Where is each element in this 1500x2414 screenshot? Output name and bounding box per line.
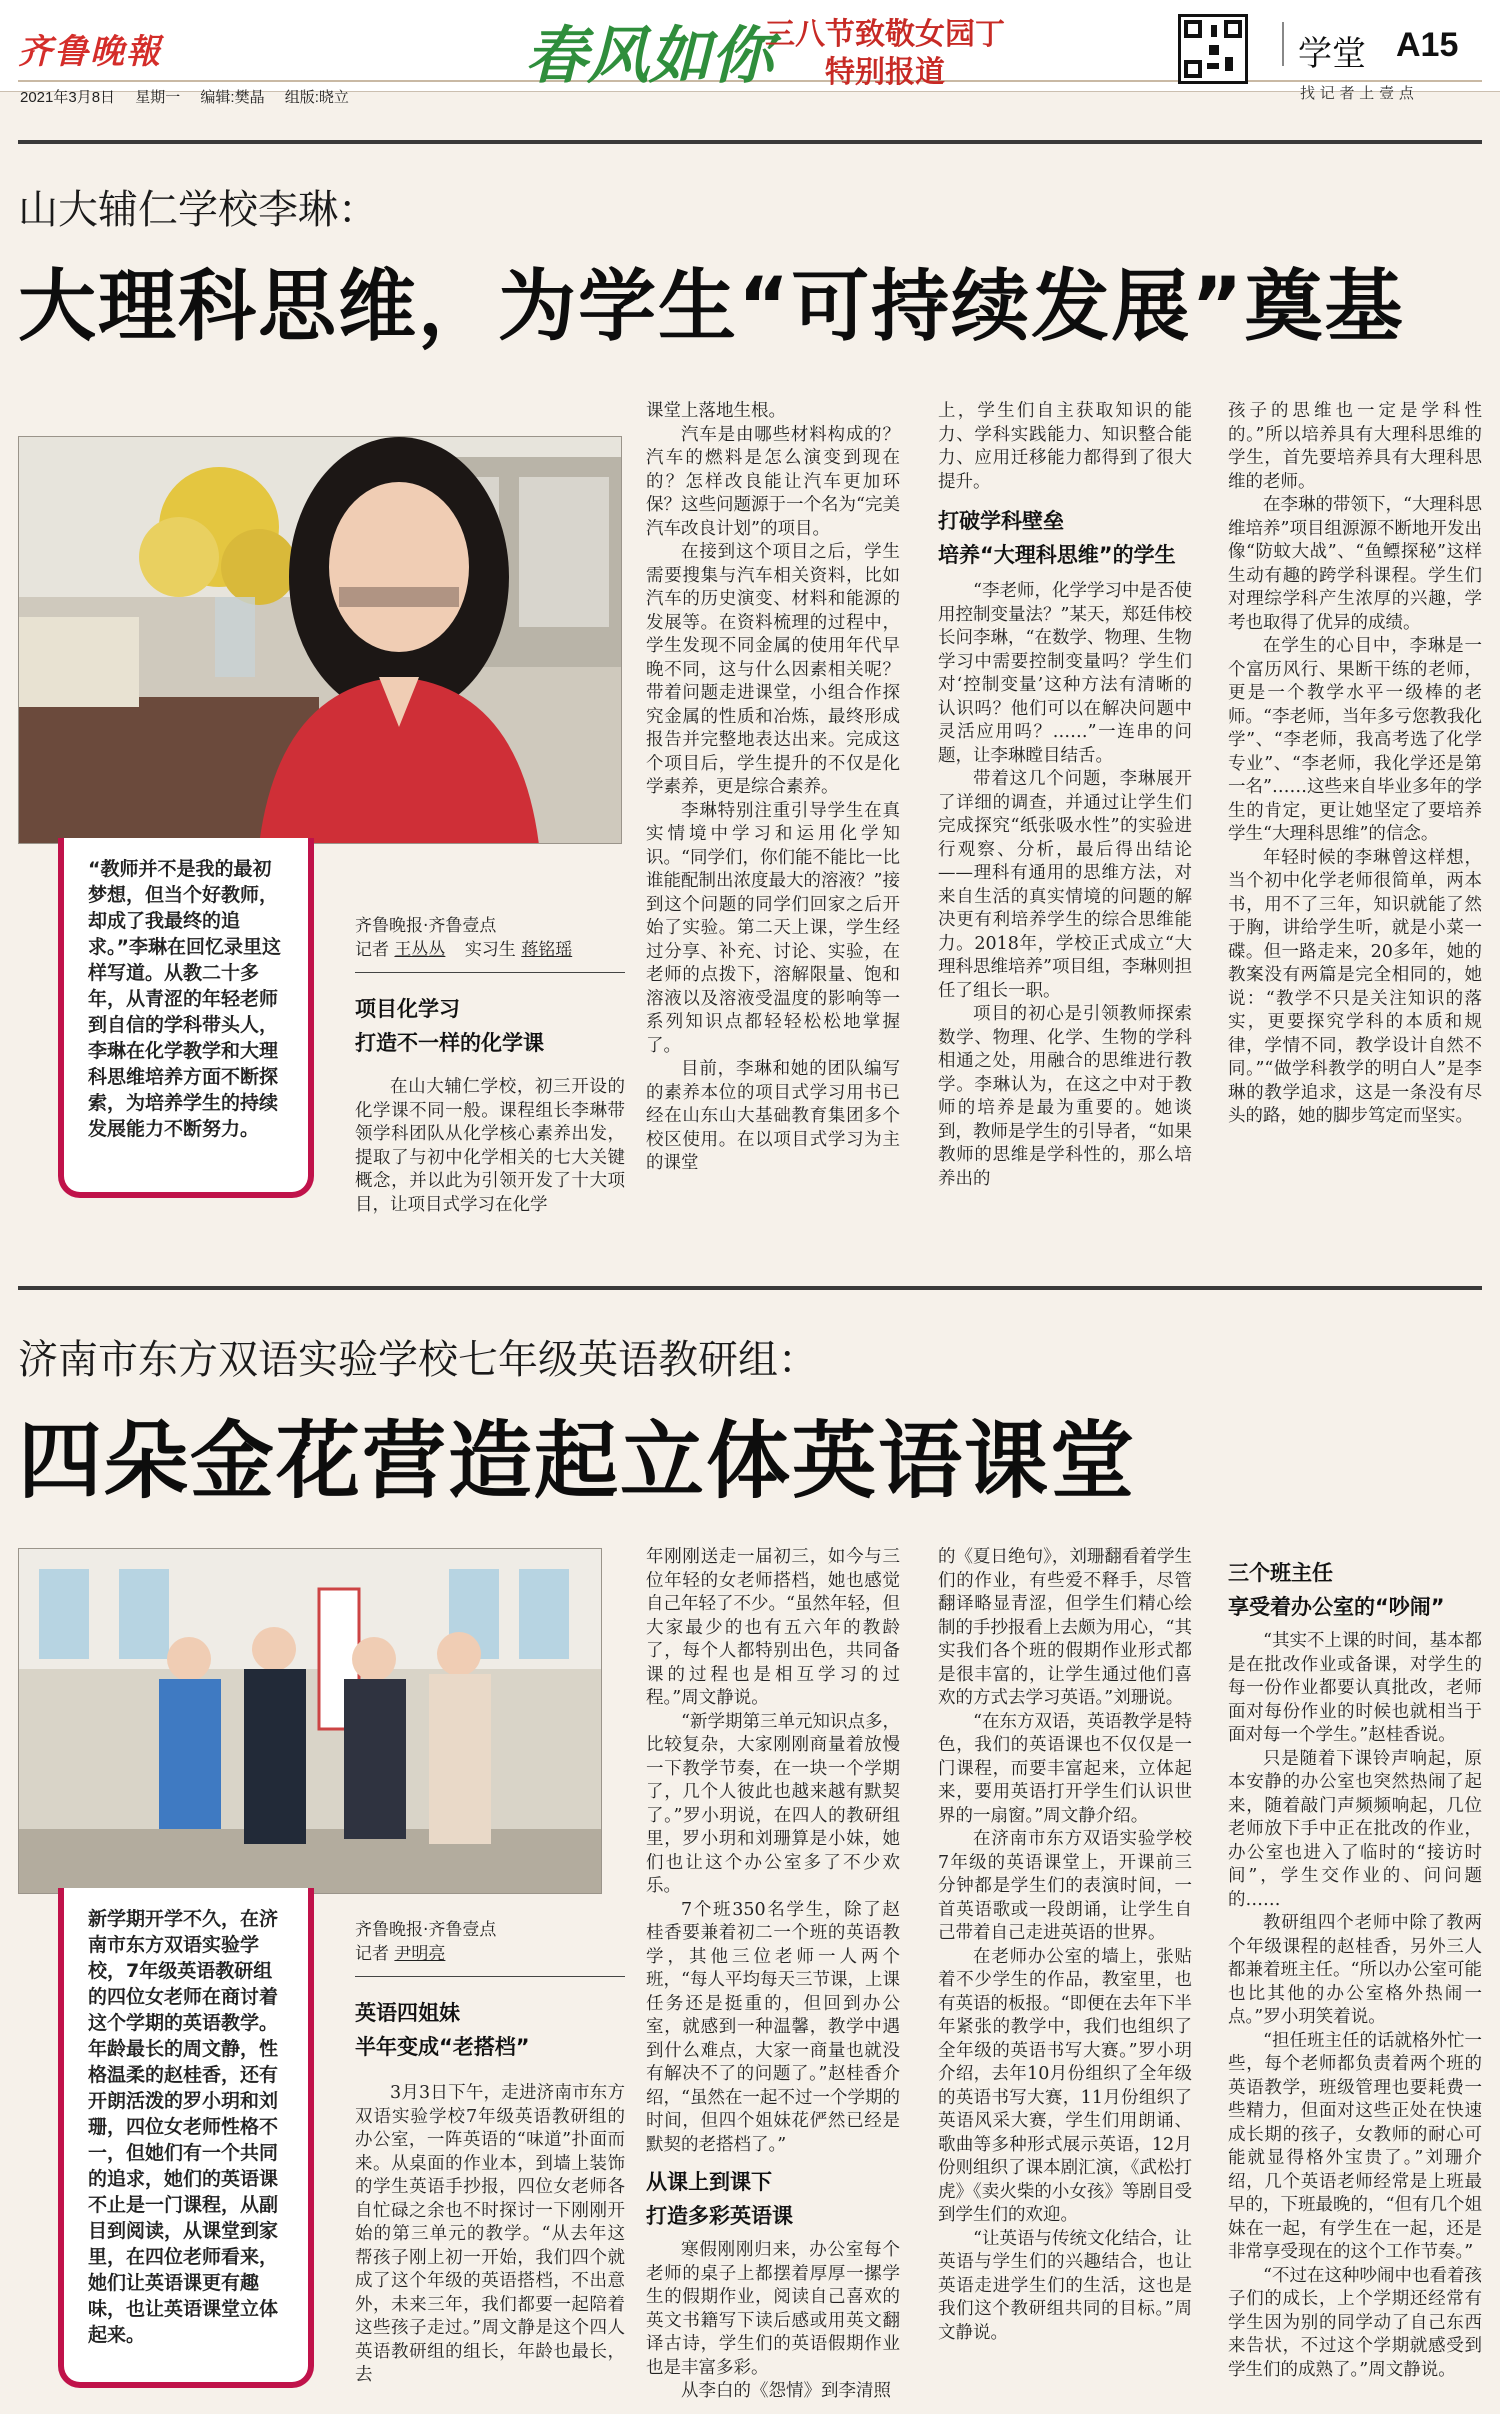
- article2-col3-p2: “在东方双语，英语教学是特色，我们的英语课也不仅仅是一门课程，而要丰富起来，立体起来，要用英语打开学生们认识世界的一扇窗。”周文静介绍。: [938, 1711, 1192, 1826]
- article2-credit: [355, 1918, 625, 1966]
- article2-col1: [355, 2082, 625, 2398]
- special-report-banner: [760, 16, 1010, 92]
- page-number: A15: [1396, 26, 1459, 64]
- article1-col3-p3: 带着这几个问题，李琳展开了详细的调查，并通过让学生们完成探究“纸张吸水性”的实验进行观察、分析，最后得出结论——理科有通用的思维方法，对来自生活的真实情境的问题的解决更有利培养学生的综合思维能力。2018年，学校正式成立“大理科思维培养”项目组，李琳则担任了组长一职。: [938, 769, 1192, 1001]
- reporter-name: 王丛丛: [394, 940, 446, 960]
- article1-pull-quote: “教师并不是我的最初梦想，但当个好教师，却成了我最终的追求。”李琳在回忆录里这样写道。从教二十多年，从青涩的年轻老师到自信的学科带头人，李琳在化学教学和大理科思维培养方面不断探索，为培养学生的持续发展能力不断努力。: [58, 838, 314, 1198]
- article1-col2-p5: 目前，李琳和她的团队编写的素养本位的项目式学习用书已经在山东山大基础教育集团多个校区使用。在以项目式学习为主的课堂: [646, 1059, 900, 1173]
- article2-top-rule: [18, 1286, 1482, 1290]
- credit-divider: [355, 972, 625, 973]
- article2-subhead-2b: 打造多彩英语课: [646, 2204, 793, 2228]
- article2-subhead-2a: 从课上到课下: [646, 2170, 772, 2194]
- special-line-1: 三八节致敬女园丁: [765, 17, 1005, 52]
- issue-date: 2021年3月8日: [20, 89, 116, 106]
- article1-kicker: 山大辅仁学校李琳：: [18, 187, 378, 233]
- layout-credit: 组版:晓立: [284, 89, 349, 106]
- article1-col3-p1: 上，学生们自主获取知识的能力、学科实践能力、知识整合能力、应用迁移能力都得到了很大提升。: [938, 401, 1192, 492]
- article1-col4-p4: 年轻时候的李琳曾这样想，当个初中化学老师很简单，两本书，用不了三年，知识就能了然于胸，讲给学生听，就是小菜一碟。但一路走来，20多年，她的教案没有两篇是完全相同的，她说：“教学不只是关注知识的落实，更要探究学科的本质和规律，学情不同，教学设计自然不同。”“做学科教学的明白人”是李琳的教学追求，这是一条没有尽头的路，她的脚步笃定而坚实。: [1228, 847, 1482, 1126]
- article1-col2: [646, 400, 900, 1240]
- article2-col4-p1: “其实不上课的时间，基本都是在批改作业或备课，对学生的每一份作业都要认真批改，老师面对每份作业的时候也就相当于面对每一个学生。”赵桂香说。: [1228, 1631, 1482, 1745]
- article2-headline: 四朵金花营造起立体英语课堂: [18, 1412, 1137, 1510]
- masthead-separator: [1282, 22, 1284, 66]
- article1-col3-p2: “李老师，化学学习中是否使用控制变量法？”某天，郑廷伟校长问李琳，“在数学、物理、生物学习中需要控制变量吗？学生们对‘控制变量’这种方法有清晰的认识吗？他们可以在解决问题中灵活应用吗？……”一连串的问题，让李琳瞠目结舌。: [938, 581, 1192, 766]
- article2-pull-quote: 新学期开学不久，在济南市东方双语实验学校，7年级英语教研组的四位女老师在商讨着这个学期的英语教学。年龄最长的周文静，性格温柔的赵桂香，还有开朗活泼的罗小玥和刘珊，四位女老师性格不一，但她们有一个共同的追求，她们的英语课不止是一门课程，从副目到阅读，从课堂到家里，在四位老师看来，她们让英语课更有趣味，也让英语课堂立体起来。: [58, 1888, 314, 2388]
- article1-col2-p4: 李琳特别注重引导学生在真实情境中学习和运用化学知识。“同学们，你们能不能比一比谁能配制出浓度最大的溶液？”接到这个问题的同学们回家之后开始了实验。第二天上课，学生经过分享、补充、讨论、实验，在老师的点拨下，溶解限量、饱和溶液以及溶液受温度的影响等一系列知识点都轻轻松松地掌握了。: [646, 800, 900, 1056]
- intern-name: 蒋铭瑶: [521, 940, 573, 960]
- teacher-portrait-image: [19, 437, 622, 844]
- article2-col4-p5: “不过在这种吵闹中也看着孩子们的成长，上个学期还经常有学生因为别的同学动了自己东西来告状，不过这个学期就感受到学生们的成熟了。”周文静说。: [1228, 2265, 1482, 2380]
- article1-subhead-1: [355, 992, 625, 1060]
- article2-subhead-1b: 半年变成“老搭档”: [355, 2035, 530, 2059]
- reporter-name: 尹明亮: [394, 1944, 446, 1964]
- article1-subhead-2b: 培养“大理科思维”的学生: [938, 543, 1176, 567]
- article2-col2: [646, 1546, 900, 2398]
- article2-subhead-1: [355, 1996, 625, 2064]
- article2-col4-p4: “担任班主任的话就格外忙一些，每个老师都负责着两个班的英语教学，班级管理也要耗费一些精力，但面对这些正处在快速成长期的孩子，女教师的耐心可能就显得格外宝贵了。”刘珊介绍，几个英语老师经常是上班最早的，下班最晚的，“但有几个姐妹在一起，有学生在一起，还是非常享受现在的这个工作节奏。”: [1228, 2030, 1482, 2262]
- article1-col4: [1228, 400, 1482, 1240]
- article1-col2-p3: 在接到这个项目之后，学生需要搜集与汽车相关资料，比如汽车的历史演变、材料和能源的发展等。在资料梳理的过程中，学生发现不同金属的使用年代早晚不同，这与什么因素相关呢？带着问题走进课堂，小组合作探究金属的性质和冶炼，最终形成报告并完整地表达出来。完成这个项目后，学生提升的不仅是化学素养，更是综合素养。: [646, 542, 900, 797]
- article2-col3: [938, 1546, 1192, 2398]
- reporter-label: 记者: [355, 940, 389, 960]
- four-teachers-image: [19, 1549, 602, 1894]
- article1-col1-p1: 在山大辅仁学校，初三开设的化学课不同一般。课程组长李琳带领学科团队从化学核心素养出发，提取了与初中化学相关的七大关键概念，并以此为引领开发了十大项目，让项目式学习在化学: [355, 1077, 625, 1215]
- article1-headline: 大理科思维，为学生“可持续发展”奠基: [18, 262, 1405, 352]
- article1-col1: [355, 1076, 625, 1240]
- article1-col4-p1: 孩子的思维也一定是学科性的。”所以培养具有大理科思维的学生，首先要培养具有大理科思维的老师。: [1228, 401, 1482, 492]
- article2-col2-p1: 年刚刚送走一届初三，如今与三位年轻的女老师搭档，她也感觉自己年轻了不少。“虽然年轻，但大家最少的也有五六年的教龄了，每个人都特别出色，共同备课的过程也是相互学习的过程。”周文静说。: [646, 1547, 900, 1708]
- intern-label: 实习生: [464, 940, 516, 960]
- article1-subhead-2a: 打破学科壁垒: [938, 509, 1064, 533]
- article2-col2-p2: “新学期第三单元知识点多，比较复杂，大家刚刚商量着放慢一下教学节奏，在一块一个学期了，几个人彼此也越来越有默契了。”罗小玥说，在四人的教研组里，罗小玥和刘珊算是小妹，她们也让这个办公室多了不少欢乐。: [646, 1711, 900, 1896]
- article2-col2-p3: 7个班350名学生，除了赵桂香要兼着初二一个班的英语教学，其他三位老师一人两个班，“每人平均每天三节课，上课任务还是挺重的，但回到办公室，就感到一种温馨，教学中遇到什么难点，大家一商量也就没有解决不了的问题了。”赵桂香介绍，“虽然在一起不过一个学期的时间，但四个姐妹花俨然已经是默契的老搭档了。”: [646, 1899, 900, 2155]
- article2-subhead-3a: 三个班主任: [1228, 1561, 1333, 1585]
- issue-info: [20, 86, 365, 107]
- article1-col2-p1: 课堂上落地生根。: [646, 401, 786, 421]
- article1-top-rule: [18, 140, 1482, 144]
- section-name: 学堂: [1298, 34, 1366, 74]
- article2-col3-p5: “让英语与传统文化结合，让英语与学生们的兴趣结合，也让英语走进学生们的生活，这也是我们这个教研组共同的目标。”周文静说。: [938, 2228, 1192, 2343]
- article2-col1-p1: 3月3日下午，走进济南市东方双语实验学校7年级英语教研组的办公室，一阵英语的“味道”扑面而来。从桌面的作业本，到墙上装饰的学生英语手抄报，四位女老师各自忙碌之余也不时探讨一下刚刚开始的第三单元的教学。“从去年这帮孩子刚上初一开始，我们四个就成了这个年级的英语搭档，不出意外，未来三年，我们都要一起陪着这些孩子走过。”周文静是这个四人英语教研组的组长，年龄也最长，去: [355, 2083, 625, 2385]
- article1-col2-p2: 汽车是由哪些材料构成的？汽车的燃料是怎么演变到现在的？怎样改良能让汽车更加环保？这些问题源于一个名为“完美汽车改良计划”的项目。: [646, 424, 900, 539]
- newspaper-logo: 齐鲁晚報: [18, 32, 162, 72]
- article2-col3-p4: 在老师办公室的墙上，张贴着不少学生的作品，教室里，也有英语的板报。“即便在去年下半年紧张的教学中，我们也组织了全年级的英语书写大赛。”罗小玥介绍，去年10月份组织了全年级的英语书写大赛，11月份组织了英语风采大赛，学生们用朗诵、歌曲等多种形式展示英语，12月份则组织了课本剧汇演，《武松打虎》《卖火柴的小女孩》等剧目受到学生们的欢迎。: [938, 1946, 1192, 2225]
- article2-credit-people: [355, 1942, 625, 1966]
- article2-col2-p5: 从李白的《怨情》到李清照: [681, 2381, 891, 2398]
- article2-col4-p2: 只是随着下课铃声响起，原本安静的办公室也突然热闹了起来，随着敲门声频频响起，几位老师放下手中正在批改的作业，办公室也进入了临时的“接访时间”，学生交作业的、问问题的……: [1228, 1748, 1482, 1910]
- special-line-2: 特别报道: [825, 55, 945, 90]
- article2-subhead-1a: 英语四姐妹: [355, 2001, 460, 2025]
- article1-col4-p3: 在学生的心目中，李琳是一个富历风行、果断干练的老师，更是一个教学水平一级棒的老师。“李老师，当年多亏您教我化学”、“李老师，我高考选了化学专业”、“李老师，我化学还是第一名”……这些来自毕业多年的学生的肯定，更让她坚定了要培养学生“大理科思维”的信念。: [1228, 636, 1482, 844]
- feature-title: 春风如你: [525, 19, 774, 92]
- editor-credit: 编辑:樊晶: [200, 89, 265, 106]
- qr-code-icon[interactable]: [1178, 14, 1248, 84]
- article1-subhead-1a: 项目化学习: [355, 997, 460, 1021]
- article2-photo: [18, 1548, 602, 1894]
- article2-col3-p1: 的《夏日绝句》，刘珊翻看着学生们的作业，有些爱不释手，尽管翻译略显青涩，但学生们精心绘制的手抄报看上去颇为用心，“其实我们各个班的假期作业形式都是很丰富的，让学生通过他们喜欢的方式去学习英语。”刘珊说。: [938, 1547, 1192, 1708]
- article1-photo: [18, 436, 622, 844]
- article1-credit-people: [355, 938, 625, 962]
- article2-col4-p3: 教研组四个老师中除了教两个年级课程的赵桂香，另外三人都兼着班主任。“所以办公室可能也比其他的办公室格外热闹一点。”罗小玥笑着说。: [1228, 1913, 1482, 2027]
- reporter-label: 记者: [355, 1944, 389, 1964]
- article2-col2-p4: 寒假刚刚归来，办公室每个老师的桌子上都摆着厚厚一摞学生的假期作业，阅读自己喜欢的英文书籍写下读后感或用英文翻译古诗，学生们的英语假期作业也是丰富多彩。: [646, 2240, 900, 2378]
- credit-divider: [355, 1976, 625, 1977]
- article1-credit: [355, 914, 625, 962]
- article2-subhead-3b: 享受着办公室的“吵闹”: [1228, 1595, 1445, 1619]
- article1-subhead-2: [938, 504, 1192, 572]
- finder-note: 找 记 者 上 壹 点: [1300, 84, 1414, 102]
- article2-subhead-2: [646, 2165, 900, 2233]
- article1-credit-outlet: 齐鲁晚报·齐鲁壹点: [355, 916, 497, 936]
- article1-subhead-1b: 打造不一样的化学课: [355, 1031, 544, 1055]
- article1-col3: [938, 400, 1192, 1240]
- article2-col4: [1228, 1556, 1482, 2398]
- issue-weekday: 星期一: [135, 89, 181, 106]
- article2-credit-outlet: 齐鲁晚报·齐鲁壹点: [355, 1920, 497, 1940]
- article1-col3-p4: 项目的初心是引领教师探索数学、物理、化学、生物的学科相通之处，用融合的思维进行教学。李琳认为，在这之中对于教师的培养是最为重要的。她谈到，教师是学生的引导者，“如果教师的思维是学科性的，那么培养出的: [938, 1004, 1192, 1189]
- article2-kicker: 济南市东方双语实验学校七年级英语教研组：: [18, 1337, 818, 1383]
- article2-subhead-3: [1228, 1556, 1482, 1624]
- article2-col3-p3: 在济南市东方双语实验学校7年级的英语课堂上，开课前三分钟都是学生们的表演时间，一首英语歌或一段朗诵，让学生自己带着自己走进英语的世界。: [938, 1829, 1192, 1943]
- article1-col4-p2: 在李琳的带领下，“大理科思维培养”项目组源源不断地开发出像“防蚊大战”、“鱼鳔探秘”这样生动有趣的跨学科课程。学生们对理综学科产生浓厚的兴趣，学考也取得了优异的成绩。: [1228, 495, 1482, 633]
